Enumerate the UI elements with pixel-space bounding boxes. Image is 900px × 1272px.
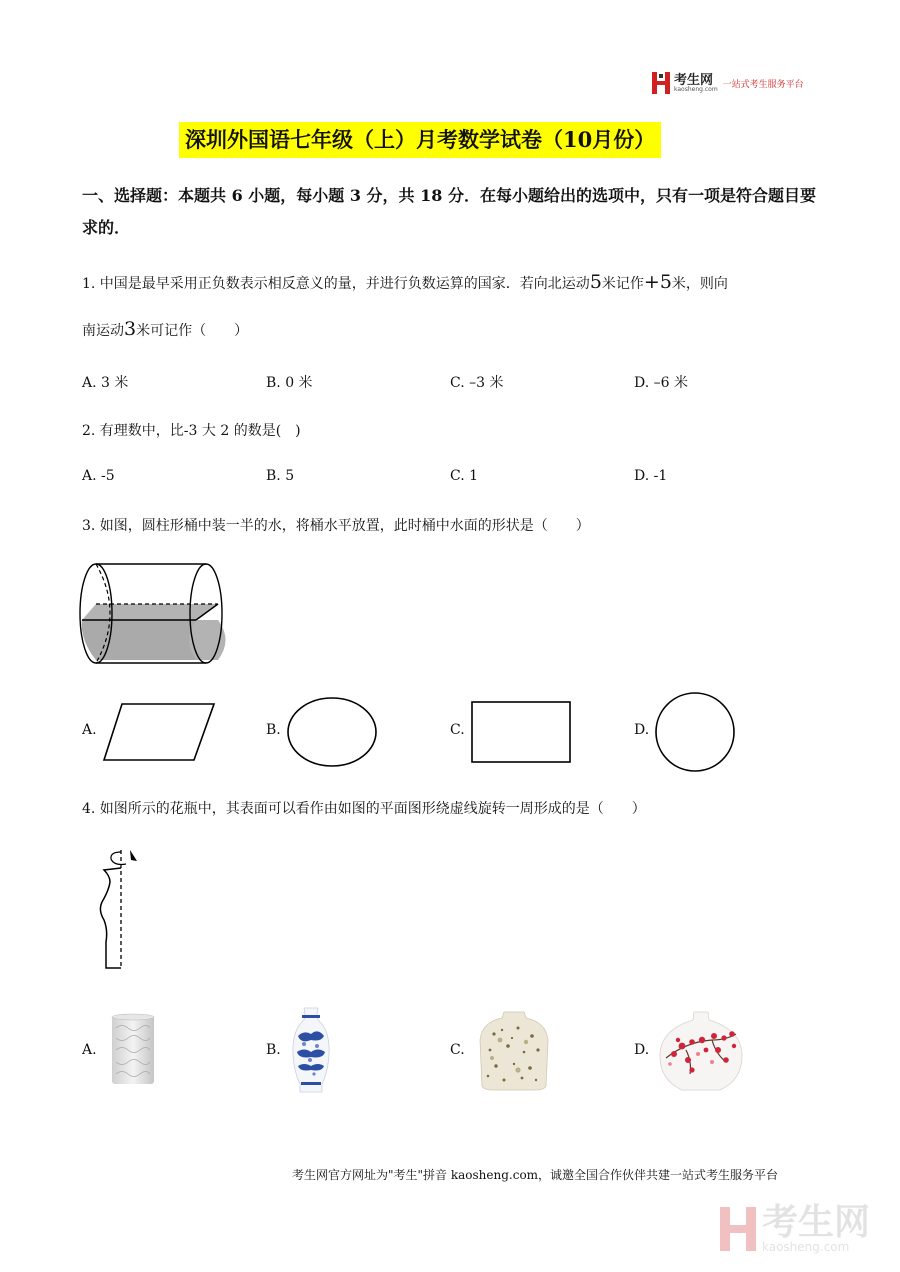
q1-text-part5: 米可记作（ ） (136, 323, 249, 339)
watermark-logo-icon (720, 1207, 756, 1251)
q2-option-a[interactable]: A. -5 (82, 468, 115, 484)
q1-number-b: +5 (643, 271, 672, 293)
question-1-line-2 (82, 318, 248, 340)
q2-option-d[interactable]: D. -1 (634, 468, 668, 484)
question-4-text: 4. 如图所示的花瓶中，其表面可以看作由如图的平面图形绕虚线旋转一周形成的是（ ） (82, 801, 646, 817)
site-logo (652, 70, 822, 96)
q4-option-d-label[interactable]: D. (634, 1042, 650, 1058)
exam-title: 深圳外国语七年级（上）月考数学试卷（10月份） (179, 122, 661, 158)
q1-option-d[interactable]: D. –6 米 (634, 375, 688, 391)
q1-option-b[interactable]: B. 0 米 (266, 375, 313, 391)
q1-option-c[interactable]: C. –3 米 (450, 375, 504, 391)
parallelogram-shape[interactable] (102, 702, 218, 762)
q3-option-a-label[interactable]: A. (82, 722, 97, 738)
q3-option-b-label[interactable]: B. (266, 722, 281, 738)
q4-option-a-label[interactable]: A. (82, 1042, 97, 1058)
q4-option-b-label[interactable]: B. (266, 1042, 281, 1058)
q3-option-c-label[interactable]: C. (450, 722, 465, 738)
q2-option-b[interactable]: B. 5 (266, 468, 295, 484)
q4-option-c-label[interactable]: C. (450, 1042, 465, 1058)
watermark (720, 1202, 871, 1254)
watermark-domain: kaosheng.com (762, 1240, 850, 1254)
vase-profile-figure (96, 846, 146, 972)
water-front (82, 620, 196, 660)
vase-profile-curve (100, 868, 121, 968)
question-3-text: 3. 如图，圆柱形桶中装一半的水，将桶水平放置，此时桶中水面的形状是（ ） (82, 518, 590, 534)
logo-brand-text: 考生网 (674, 72, 714, 88)
q2-option-c[interactable]: C. 1 (450, 468, 479, 484)
blue-porcelain-vase-image[interactable] (286, 1006, 336, 1094)
q1-text-part2: 米记作 (601, 276, 644, 292)
ellipse-shape[interactable] (286, 696, 378, 768)
rectangle-shape[interactable] (470, 700, 572, 764)
question-1-line-1 (82, 271, 728, 293)
watermark-brand: 考生网 (762, 1202, 871, 1243)
round-plum-vase-image[interactable] (656, 1010, 746, 1092)
footer-note: 考生网官方网址为"考生"拼音 kaosheng.com，诚邀全国合作伙伴共建一站式考生服务平台 (292, 1168, 779, 1182)
logo-slogan: 一站式考生服务平台 (722, 79, 804, 90)
q3-option-d-label[interactable]: D. (634, 722, 650, 738)
section-heading: 一、选择题：本题共 6 小题，每小题 3 分，共 18 分．在每小题给出的选项中，只有一项是符合题目要求的． (82, 186, 816, 237)
rotation-arrow-icon (111, 852, 126, 864)
logo-domain-text: kaosheng.com (674, 85, 718, 93)
q1-option-a[interactable]: A. 3 米 (82, 375, 129, 391)
cylinder-vase-image[interactable] (108, 1012, 158, 1086)
kaosheng-logo-icon (652, 72, 670, 94)
horizontal-cylinder-figure (78, 560, 238, 668)
question-2-text: 2. 有理数中，比-3 大 2 的数是( ) (82, 423, 301, 439)
q1-number-a: 5 (589, 271, 602, 293)
circle-shape[interactable] (654, 691, 736, 773)
q1-number-c: 3 (124, 318, 137, 340)
speckled-jar-image[interactable] (474, 1010, 554, 1092)
q1-text-part3: 米，则向 (671, 276, 728, 292)
q1-text-part1: 1. 中国是最早采用正负数表示相反意义的量，并进行负数运算的国家．若向北运动 (82, 276, 590, 292)
q1-text-part4: 南运动 (82, 323, 124, 339)
